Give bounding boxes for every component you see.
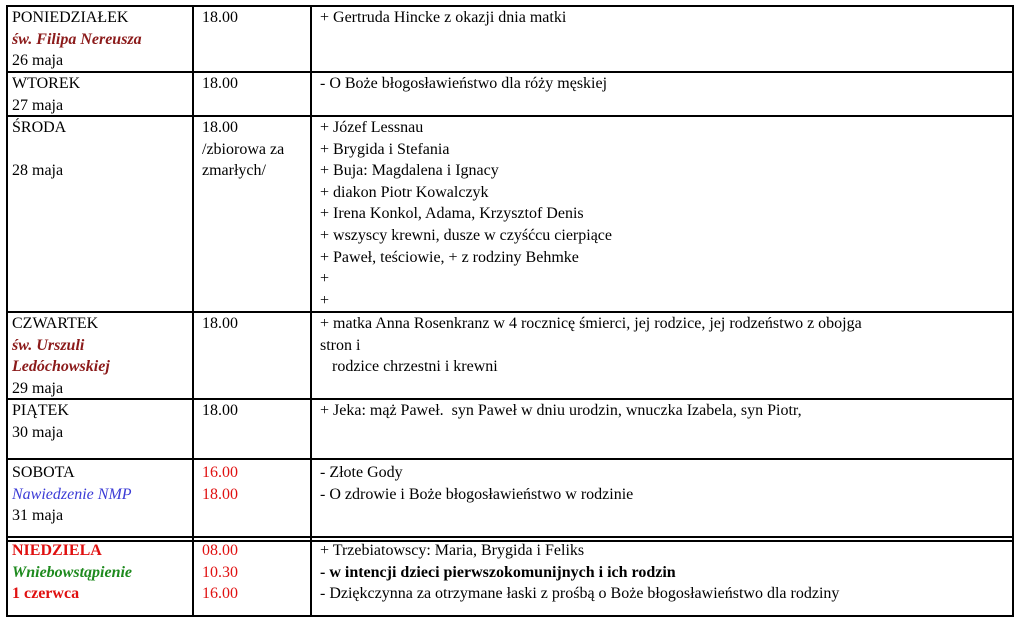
date: 26 maja (12, 52, 64, 70)
intention: stron i (320, 336, 361, 354)
intention: + Buja: Magdalena i Ignacy (320, 162, 499, 180)
time-cell (202, 460, 314, 536)
day-name: PIĄTEK (12, 402, 69, 419)
mass-time: 18.00 (202, 485, 238, 503)
mass-time: 16.00 (202, 585, 238, 603)
feast-name: św. Filipa Nereusza (12, 30, 142, 48)
intention-cell (320, 460, 1010, 536)
day-name: NIEDZIELA (12, 542, 102, 559)
mass-time: 18.00 (202, 9, 238, 26)
mass-time: 10.30 (202, 563, 238, 581)
intention: + Józef Lessnau (320, 119, 424, 136)
day-name: PONIEDZIAŁEK (12, 9, 129, 26)
time-cell (202, 540, 314, 617)
day-cell (12, 540, 190, 617)
intention-cell (320, 5, 1010, 71)
intention: + Paweł, teściowie, + z rodziny Behmke (320, 248, 579, 266)
intention: + Jeka: mąż Paweł. syn Paweł w dniu urodzin, wnuczka Izabela, syn Piotr, (320, 402, 802, 419)
intention: - O zdrowie i Boże błogosławieństwo w rodzinie (320, 485, 634, 503)
day-name: SOBOTA (12, 464, 75, 481)
intention: - w intencji dzieci pierwszokomunijnych i ich rodzin (320, 563, 676, 581)
intention: + Irena Konkol, Adama, Krzysztof Denis (320, 205, 584, 223)
date: 31 maja (12, 507, 64, 525)
table-row (6, 117, 1014, 313)
mass-time: 08.00 (202, 542, 238, 559)
time-cell (202, 73, 314, 115)
date: 1 czerwca (12, 585, 80, 603)
feast-name: Nawiedzenie NMP (12, 485, 132, 503)
day-cell (12, 73, 190, 115)
intention: + Trzebiatowscy: Maria, Brygida i Feliks (320, 542, 585, 559)
mass-time: 18.00 (202, 402, 238, 419)
mass-note: /zbiorowa za (202, 140, 285, 158)
date: 29 maja (12, 379, 64, 397)
intention-cell (320, 117, 1010, 311)
feast-name: Ledóchowskiej (12, 358, 110, 376)
date: 28 maja (12, 162, 64, 180)
mass-time: 18.00 (202, 119, 238, 136)
feast-name: św. Urszuli (12, 336, 85, 354)
intention: + (320, 270, 330, 288)
intention-cell (320, 540, 1010, 617)
intention: + matka Anna Rosenkranz w 4 rocznicę śmierci, jej rodzice, jej rodzeństwo z obojga (320, 315, 862, 332)
mass-time: 18.00 (202, 315, 238, 332)
table-row (6, 460, 1014, 538)
time-cell (202, 5, 314, 71)
day-name: ŚRODA (12, 119, 67, 136)
day-cell (12, 5, 190, 71)
intention: + Gertruda Hincke z okazji dnia matki (320, 9, 567, 26)
intention: - Złote Gody (320, 464, 403, 481)
day-cell (12, 460, 190, 536)
time-cell (202, 313, 314, 398)
day-cell (12, 400, 190, 458)
intention-cell (320, 313, 1010, 398)
table-row (6, 400, 1014, 460)
intention: + diakon Piotr Kowalczyk (320, 183, 489, 201)
intention: rodzice chrzestni i krewni (320, 358, 498, 376)
time-cell (202, 400, 314, 458)
date: 27 maja (12, 96, 64, 114)
mass-time: 18.00 (202, 75, 238, 92)
day-name: CZWARTEK (12, 315, 99, 332)
date: 30 maja (12, 423, 64, 441)
intention: - O Boże błogosławieństwo dla róży męskiej (320, 75, 608, 92)
mass-note: zmarłych/ (202, 162, 266, 180)
table-row (6, 73, 1014, 117)
intention: + (320, 291, 330, 309)
intention: - Dziękczynna za otrzymane łaski z prośbą o Boże błogosławieństwo dla rodziny (320, 585, 840, 603)
table-row (6, 543, 1014, 617)
feast-name: Wniebowstąpienie (12, 563, 133, 581)
intention-cell (320, 400, 1010, 458)
mass-time: 16.00 (202, 464, 238, 481)
intention: + Brygida i Stefania (320, 140, 450, 158)
day-name: WTOREK (12, 75, 81, 92)
table-row (6, 5, 1014, 73)
day-cell (12, 313, 190, 398)
day-cell (12, 117, 190, 311)
time-cell (202, 117, 314, 311)
table-row (6, 313, 1014, 400)
intention: + wszyscy krewni, dusze w czyśćcu cierpiące (320, 226, 613, 244)
intention-cell (320, 73, 1010, 115)
